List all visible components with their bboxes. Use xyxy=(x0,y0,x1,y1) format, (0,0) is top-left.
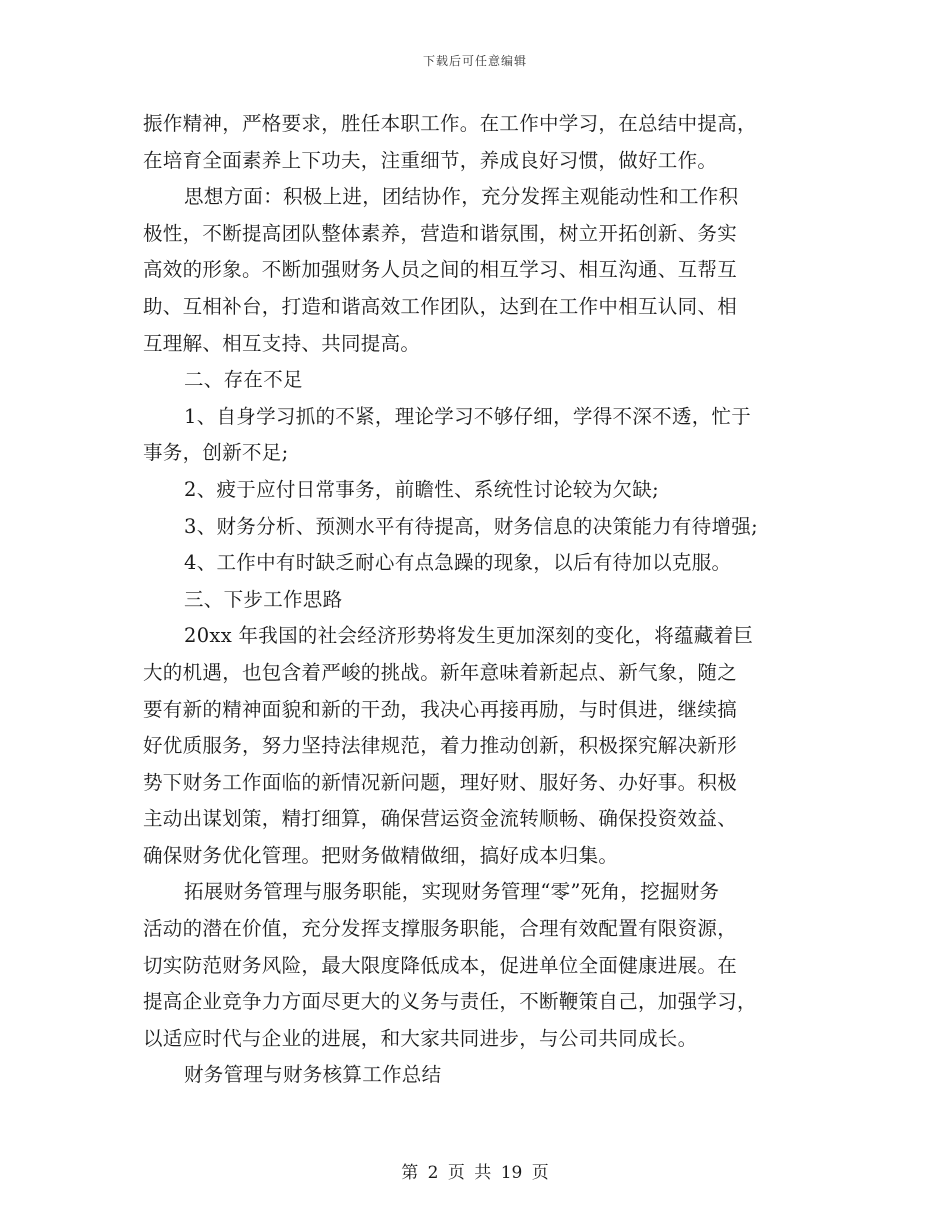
text-line: 以适应时代与企业的进展，和大家共同进步，与公司共同成长。 xyxy=(143,1026,698,1050)
text-line: 好优质服务，努力坚持法律规范，着力推动创新，积极探究解决新形 xyxy=(143,734,738,758)
text-line: 1、自身学习抓的不紧，理论学习不够仔细，学得不深不透，忙于 xyxy=(184,404,752,428)
text-line: 在培育全面素养上下功夫，注重细节，养成良好习惯，做好工作。 xyxy=(143,148,718,172)
text-line: 提高企业竞争力方面尽更大的义务与责任，不断鞭策自己，加强学习， xyxy=(143,990,757,1014)
page-header: 下载后可任意编辑 xyxy=(422,54,527,68)
text-line: 二、存在不足 xyxy=(184,368,303,392)
text-line: 极性，不断提高团队整体素养，营造和谐氛围，树立开拓创新、务实 xyxy=(143,221,738,245)
text-line: 互理解、相互支持、共同提高。 xyxy=(143,331,421,355)
text-line: 思想方面：积极上进，团结协作，充分发挥主观能动性和工作积 xyxy=(184,185,739,209)
document-body xyxy=(143,106,823,1094)
text-line: 3、财务分析、预测水平有待提高，财务信息的决策能力有待增强; xyxy=(184,514,758,538)
text-line: 高效的形象。不断加强财务人员之间的相互学习、相互沟通、互帮互 xyxy=(143,258,738,282)
text-line: 要有新的精神面貌和新的干劲，我决心再接再励，与时俱进，继续搞 xyxy=(143,697,738,721)
text-line: 拓展财务管理与服务职能，实现财务管理“零”死角，挖掘财务 xyxy=(184,880,720,904)
text-line: 切实防范财务风险，最大限度降低成本，促进单位全面健康进展。在 xyxy=(143,953,738,977)
text-line: 活动的潜在价值，充分发挥支撑服务职能，合理有效配置有限资源， xyxy=(143,917,738,941)
text-line: 势下财务工作面临的新情况新问题，理好财、服好务、办好事。积极 xyxy=(143,770,738,794)
text-line: 三、下步工作思路 xyxy=(184,587,343,611)
text-line: 助、互相补台，打造和谐高效工作团队，达到在工作中相互认同、相 xyxy=(143,294,738,318)
text-line: 振作精神，严格要求，胜任本职工作。在工作中学习，在总结中提高， xyxy=(143,112,757,135)
text-line: 事务，创新不足; xyxy=(143,441,289,465)
text-line: 2、疲于应付日常事务，前瞻性、系统性讨论较为欠缺; xyxy=(184,477,659,501)
text-line: 大的机遇，也包含着严峻的挑战。新年意味着新起点、新气象，随之 xyxy=(143,660,738,684)
text-line: 主动出谋划策，精打细算，确保营运资金流转顺畅、确保投资效益、 xyxy=(143,807,738,831)
text-line: 确保财务优化管理。把财务做精做细，搞好成本归集。 xyxy=(143,843,619,867)
page-footer: 第 2 页 共 19 页 xyxy=(401,1163,549,1183)
text-line: 财务管理与财务核算工作总结 xyxy=(184,1063,442,1087)
text-line: 4、工作中有时缺乏耐心有点急躁的现象，以后有待加以克服。 xyxy=(184,551,732,575)
text-line: 20xx 年我国的社会经济形势将发生更加深刻的变化，将蕴藏着巨 xyxy=(184,624,754,648)
